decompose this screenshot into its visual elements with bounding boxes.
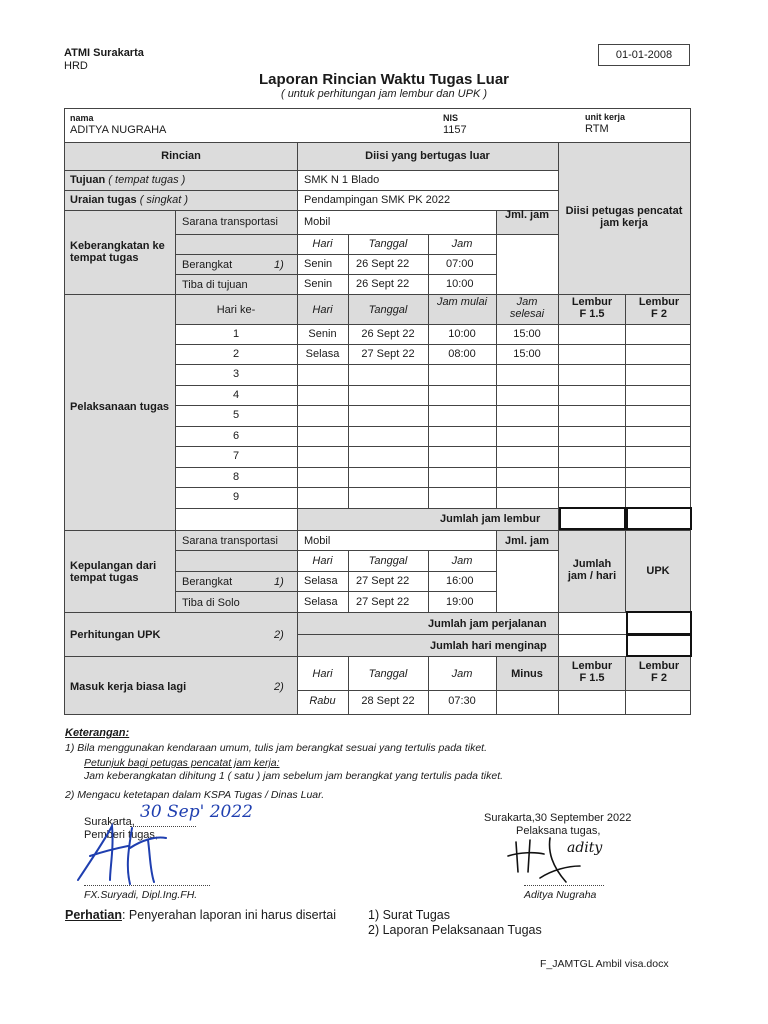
note-1-petunjuk: Petunjuk bagi petugas pencatat jam kerja:	[84, 757, 280, 769]
tanggal-header-2: Tanggal	[368, 304, 408, 316]
diisi-luar-header: Diisi yang bertugas luar	[365, 150, 490, 162]
jumlah-lembur-label: Jumlah jam lembur	[440, 513, 541, 525]
minus-header: Minus	[511, 668, 543, 680]
attachment-2: 2) Laporan Pelaksanaan Tugas	[368, 923, 542, 937]
date-box: 01-01-2008	[598, 44, 690, 66]
tujuan-value: SMK N 1 Blado	[304, 174, 380, 186]
tiba-tujuan-label: Tiba di tujuan	[182, 279, 248, 291]
day-number: 2	[232, 348, 240, 360]
day-number: 8	[232, 471, 240, 483]
note-2: 2) Mengacu ketetapan dalam KSPA Tugas / Dinas Luar.	[65, 789, 325, 801]
sarana-label: Sarana transportasi	[182, 216, 278, 228]
nama-label: nama	[70, 113, 94, 123]
day-tanggal: 26 Sept 22	[361, 328, 415, 340]
jam-header-3: Jam	[451, 555, 473, 567]
jml-jam2-header: Jml. jam	[504, 535, 550, 547]
hari-header-4: Hari	[312, 668, 333, 680]
tanggal-header: Tanggal	[368, 238, 408, 250]
uraian-note: ( singkat )	[139, 194, 188, 206]
pulang-berangkat-tanggal: 27 Sept 22	[356, 575, 410, 587]
berangkat-jam: 07:00	[446, 258, 474, 270]
day-jam-mulai: 08:00	[448, 348, 476, 360]
upk-header: UPK	[646, 565, 670, 577]
jumlah-lembur-f15-box[interactable]	[559, 507, 626, 530]
uraian-label: Uraian tugas	[70, 194, 137, 206]
tanggal-header-3: Tanggal	[368, 555, 408, 567]
hari-header-3: Hari	[312, 555, 333, 567]
tiba-solo-tanggal: 27 Sept 22	[356, 596, 410, 608]
note1-marker-2: 1)	[274, 576, 284, 588]
tiba-hari: Senin	[304, 278, 333, 290]
berangkat-label: Berangkat	[182, 259, 233, 271]
perhatian-text: : Penyerahan laporan ini harus disertai	[121, 908, 336, 922]
day-number: 5	[232, 409, 240, 421]
org-name: ATMI Surakarta	[64, 47, 144, 59]
unit-label: unit kerja	[585, 112, 626, 122]
day-jam-mulai: 10:00	[448, 328, 476, 340]
sarana-label-2: Sarana transportasi	[182, 535, 278, 547]
masuk-tanggal: 28 Sept 22	[361, 695, 415, 707]
nama-value: ADITYA NUGRAHA	[70, 124, 167, 136]
lembur-f15-header: Lembur F 1.5	[571, 296, 613, 320]
day-jam-selesai: 15:00	[513, 328, 541, 340]
tiba-solo-label: Tiba di Solo	[182, 597, 240, 609]
left-date-handwritten: 30 Sep' 2022	[140, 802, 253, 822]
tiba-jam: 10:00	[446, 278, 474, 290]
uraian-value: Pendampingan SMK PK 2022	[304, 194, 451, 206]
attachment-1: 1) Surat Tugas	[368, 908, 450, 922]
diisi-petugas-header: Diisi petugas pencatat jam kerja	[565, 205, 683, 229]
jumlah-lembur-f2-box[interactable]	[626, 507, 692, 530]
perhatian-label: Perhatian	[65, 908, 122, 922]
hari-header-2: Hari	[312, 304, 333, 316]
pulang-sarana-value: Mobil	[304, 535, 331, 547]
right-signature-text: adity	[567, 840, 603, 856]
tiba-tanggal: 26 Sept 22	[356, 278, 410, 290]
jumlah-menginap-box[interactable]	[626, 634, 692, 657]
day-number: 7	[232, 450, 240, 462]
pulang-berangkat-hari: Selasa	[304, 575, 338, 587]
note2-marker: 2)	[274, 629, 284, 641]
note1-marker: 1)	[274, 259, 284, 271]
hari-ke-header: Hari ke-	[216, 304, 256, 316]
day-number: 4	[232, 389, 240, 401]
lembur-f2-header: Lembur F 2	[638, 296, 680, 320]
jml-jam-header: Jml. jam	[504, 209, 550, 221]
jumlah-perjalanan-box[interactable]	[626, 611, 692, 635]
pelaksanaan-label: Pelaksanaan tugas	[70, 401, 170, 413]
tujuan-label: Tujuan	[70, 174, 106, 186]
tanggal-header-4: Tanggal	[368, 668, 408, 680]
file-name: F_JAMTGL Ambil visa.docx	[540, 958, 669, 970]
day-hari: Senin	[308, 328, 337, 340]
masuk-hari: Rabu	[309, 695, 336, 707]
left-signature	[70, 818, 180, 890]
tiba-solo-jam: 19:00	[446, 596, 474, 608]
day-number: 3	[232, 368, 240, 380]
page-title: Laporan Rincian Waktu Tugas Luar	[258, 71, 510, 88]
keberangkatan-label: Keberangkatan ke tempat tugas	[70, 240, 165, 264]
pulang-berangkat-label: Berangkat	[182, 576, 233, 588]
note-1-detail: Jam keberangkatan dihitung 1 ( satu ) jam sebelum jam berangkat yang tertulis pada tiket.	[84, 770, 504, 782]
day-hari: Selasa	[305, 348, 340, 360]
nis-label: NIS	[443, 113, 459, 123]
left-role: Pemberi tugas,	[84, 829, 158, 841]
jam-header: Jam	[451, 238, 473, 250]
department: HRD	[64, 60, 88, 72]
note-1: 1) Bila menggunakan kendaraan umum, tulis jam berangkat sesuai yang tertulis pada tiket.	[65, 742, 487, 754]
lembur-f15-header-2: Lembur F 1.5	[571, 660, 613, 684]
jam-selesai-header: Jam selesai	[509, 296, 545, 320]
masuk-kerja-label: Masuk kerja biasa lagi	[70, 681, 187, 693]
jam-header-4: Jam	[451, 668, 473, 680]
right-date: Surakarta,30 September 2022	[484, 812, 632, 824]
note2-marker-2: 2)	[274, 681, 284, 693]
left-name: FX.Suryadi, Dipl.Ing.FH.	[84, 889, 198, 901]
hari-header: Hari	[312, 238, 333, 250]
keterangan-title: Keterangan:	[65, 727, 130, 739]
page-subtitle: ( untuk perhitungan jam lembur dan UPK )	[280, 88, 488, 100]
perhitungan-upk-label: Perhitungan UPK	[70, 629, 161, 641]
jumlah-menginap-label: Jumlah hari menginap	[430, 640, 547, 652]
rincian-header: Rincian	[161, 150, 201, 162]
right-name: Aditya Nugraha	[524, 889, 597, 901]
day-tanggal: 27 Sept 22	[361, 348, 415, 360]
pulang-berangkat-jam: 16:00	[446, 575, 474, 587]
nis-value: 1157	[443, 124, 467, 136]
left-city: Surakarta,	[84, 816, 135, 828]
jumlah-jam-hari-header: Jumlah jam / hari	[567, 558, 617, 582]
kepulangan-label: Kepulangan dari tempat tugas	[70, 560, 157, 584]
day-number: 6	[232, 430, 240, 442]
day-jam-selesai: 15:00	[513, 348, 541, 360]
masuk-jam: 07:30	[448, 695, 476, 707]
jam-mulai-header: Jam mulai	[436, 296, 488, 308]
day-number: 1	[232, 328, 240, 340]
tujuan-note: ( tempat tugas )	[108, 174, 186, 186]
jumlah-perjalanan-label: Jumlah jam perjalanan	[428, 618, 547, 630]
berangkat-hari: Senin	[304, 258, 333, 270]
right-role: Pelaksana tugas,	[516, 825, 601, 837]
day-number: 9	[232, 491, 240, 503]
lembur-f2-header-2: Lembur F 2	[638, 660, 680, 684]
unit-value: RTM	[585, 123, 609, 135]
tiba-solo-hari: Selasa	[304, 596, 338, 608]
sarana-value: Mobil	[304, 216, 331, 228]
berangkat-tanggal: 26 Sept 22	[356, 258, 410, 270]
